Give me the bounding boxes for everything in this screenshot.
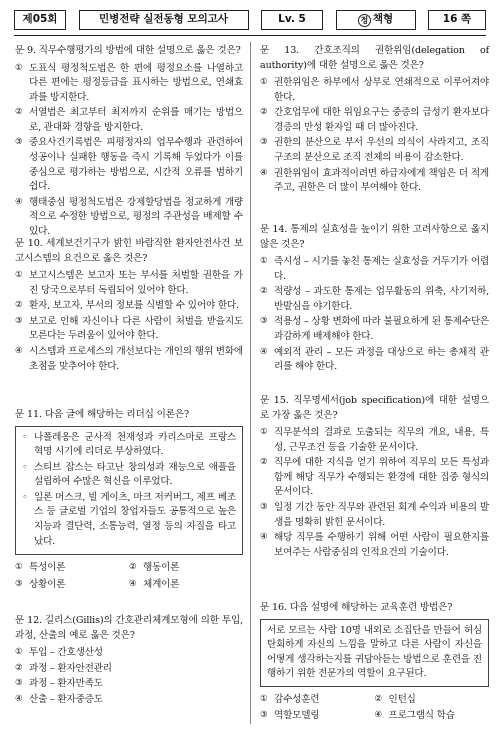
exam-title: 민병전략 실전동형 모의고사 (79, 10, 249, 30)
header-rule (14, 35, 486, 36)
option-number: ③ (260, 316, 268, 327)
option-number: ④ (260, 167, 268, 178)
option-text: 보고로 인해 자신이나 다른 사람이 처벌을 받을지도 모른다는 두려움이 있어야 한다. (29, 315, 243, 342)
option-text: 상황이론 (29, 578, 66, 590)
option-number: ③ (15, 678, 23, 689)
option-number: ② (15, 107, 23, 118)
question-stem: 문 13. 간호조직의 권한위임(delegation of authority)에 대한 설명으로 옳은 것은? (260, 45, 489, 71)
exam-session: 제05회 (14, 10, 66, 30)
option-number: ② (374, 693, 382, 704)
answer-option[interactable] (15, 299, 243, 314)
option-number: ② (15, 300, 23, 311)
answer-option[interactable] (15, 106, 243, 135)
option-number: ① (15, 62, 23, 73)
option-text: 중요사건기록법은 피평정자의 업무수행과 관련하여 성공이나 실패한 행동을 즉시 기록해 두었다가 이를 중심으로 평가하는 방법으로, 시간적 오류를 범하기 쉽다. (29, 137, 243, 193)
option-number: ② (260, 457, 268, 468)
answer-option[interactable] (260, 531, 489, 560)
option-text: 적량성 – 과도한 통제는 업무활동의 위축, 사기저하, 반발심을 야기한다. (274, 286, 489, 312)
option-number: ① (260, 427, 268, 438)
option-number: ① (260, 77, 268, 88)
option-number: ① (15, 647, 23, 658)
answer-option[interactable] (260, 346, 489, 375)
answer-option[interactable] (129, 578, 243, 593)
passage-bullet (22, 491, 236, 549)
option-number: ④ (374, 710, 382, 721)
passage-bullet (22, 461, 236, 490)
answer-option[interactable] (15, 646, 243, 661)
option-number: ③ (260, 137, 268, 148)
option-number: ① (260, 256, 268, 267)
answer-option[interactable] (260, 255, 489, 284)
option-number: ④ (15, 196, 23, 207)
option-text: 예외적 관리 – 모든 과정을 대상으로 하는 총체적 관리를 해야 한다. (274, 346, 489, 373)
option-number: ① (15, 270, 23, 281)
option-text: 인턴십 (388, 693, 416, 705)
option-number: ② (15, 662, 23, 673)
bullet-text: 일론 머스크, 빌 게이츠, 마크 저커버그, 제프 베조스 등 글로벌 기업의 창업자들도 공통적으로 높은 지능과 결단력, 소통능력, 열정 등의 자질을 타고났다. (34, 491, 236, 547)
option-number: ① (15, 562, 23, 573)
question-stem: 문 11. 다음 글에 해당하는 리더십 이론은? (15, 409, 189, 420)
bullet-text: 스티브 잡스는 타고난 창의성과 재능으로 애플을 설립하여 수많은 혁신을 이루었다. (34, 461, 236, 488)
option-text: 투입 – 간호생산성 (29, 647, 103, 659)
option-text: 시스템과 프로세스의 개선보다는 개인의 행위 변화에 초점을 맞추어야 한다. (29, 346, 243, 372)
question-stem: 문 12. 길리스(Gillis)의 간호관리체계모형에 의한 투입, 과정, 산출의 예로 옳은 것은? (15, 615, 243, 641)
bullet-icon: ◦ (22, 491, 28, 503)
bullet-text: 나폴레옹은 군사적 천재성과 카리스마로 프랑스 혁명 시기에 리더로 부상하였다. (34, 431, 236, 458)
answer-option[interactable] (375, 693, 490, 708)
answer-option[interactable] (260, 76, 489, 105)
option-number: ④ (260, 532, 268, 543)
option-text: 도표식 평정척도법은 한 편에 평정요소를 나열하고 다른 편에는 평정등급을 표시하는 방법으로, 연쇄효과를 방지한다. (29, 62, 243, 103)
passage-bullet (22, 431, 236, 460)
option-number: ③ (260, 502, 268, 513)
option-text: 과정 – 환자만족도 (29, 678, 103, 690)
answer-option[interactable] (15, 196, 243, 240)
page-number: 16 쪽 (428, 10, 486, 30)
question-9 (15, 44, 243, 241)
option-text: 감수성훈련 (274, 693, 320, 705)
booklet-type-label: 책형 (372, 13, 394, 26)
answer-option[interactable] (260, 315, 489, 344)
option-text: 직무분석의 결과로 도출되는 직무의 개요, 내용, 특성, 근무조건 등을 기술한 문서이다. (274, 427, 489, 453)
question-stem: 문 14. 통제의 실효성을 높이기 위한 고려사항으로 옳지 않은 것은? (260, 224, 489, 250)
option-number: ③ (15, 578, 23, 589)
option-number: ④ (260, 346, 268, 357)
option-number: ④ (15, 346, 23, 357)
question-stem: 문 15. 직무명세서(job specification)에 대한 설명으로 가장 옳은 것은? (260, 395, 489, 421)
answer-option[interactable] (15, 561, 129, 576)
question-15 (260, 394, 489, 561)
answer-option[interactable] (375, 709, 490, 724)
answer-option[interactable] (15, 677, 243, 692)
option-text: 행태중심 평정척도법은 강제할당법을 정교하게 개량적으로 수정한 방법으로, 평정의 주관성을 배제할 수 있다. (29, 196, 243, 237)
option-number: ① (260, 693, 268, 704)
option-text: 간호업무에 대한 위임요구는 중증의 급성기 환자보다 경증의 만성 환자일 때 더 많아진다. (274, 107, 489, 133)
option-text: 산출 – 환자중증도 (29, 693, 103, 705)
option-text: 역할모델링 (274, 710, 320, 722)
answer-option[interactable] (15, 662, 243, 677)
question-stem: 문 10. 세계보건기구가 밝힌 바람직한 환자안전사건 보고시스템의 요건으로 옳은 것은? (15, 238, 243, 264)
passage-text: 서로 모르는 사람 10명 내외로 소집단을 만들어 허심탄회하게 자신의 느낌을 말하고 다른 사람이 자신을 어떻게 생각하는지를 귀담아듣는 방법으로 훈련을 진행하기 위한 전문가의 역할이 요구된다. (267, 624, 482, 680)
question-11 (15, 408, 243, 592)
answer-option[interactable] (15, 136, 243, 194)
option-text: 특성이론 (29, 562, 66, 574)
option-text: 해당 직무를 수행하기 위해 어떤 사람이 필요한지를 보여주는 사람중심의 인적요건의 기술이다. (274, 532, 489, 558)
option-number: ④ (15, 693, 23, 704)
option-text: 행동이론 (143, 562, 180, 574)
option-number: ② (260, 286, 268, 297)
answer-option[interactable] (260, 456, 489, 500)
option-text: 프로그램식 학습 (388, 710, 455, 722)
answer-option[interactable] (260, 136, 489, 165)
question-14 (260, 223, 489, 376)
option-text: 권한위임이 효과적이려면 하급자에게 책임은 더 적게 주고, 권한은 더 많이 부여해야 한다. (274, 167, 489, 194)
answer-option[interactable] (260, 106, 489, 135)
option-text: 환자, 보고자, 부서의 정보를 식별할 수 있어야 한다. (29, 300, 239, 312)
question-stem: 문 16. 다음 설명에 해당하는 교육훈련 방법은? (260, 602, 453, 613)
answer-option[interactable] (260, 426, 489, 455)
option-text: 권한위임은 하부에서 상부로 연쇄적으로 이루어져야 한다. (274, 77, 489, 103)
passage-box (260, 619, 489, 687)
option-number: ② (260, 107, 268, 118)
option-number: ③ (260, 710, 268, 721)
option-text: 보고시스템은 보고자 또는 부서를 처벌할 권한을 가진 당국으로부터 독립되어 있어야 한다. (29, 270, 243, 296)
options-grid (260, 693, 489, 724)
answer-option[interactable] (15, 269, 243, 298)
passage-box (15, 426, 243, 556)
column-divider (250, 42, 251, 724)
option-text: 즉시성 – 시기를 놓친 통제는 실효성을 거두기가 어렵다. (274, 256, 489, 282)
answer-option[interactable] (15, 345, 243, 374)
answer-option[interactable] (260, 501, 489, 530)
question-13 (260, 44, 489, 197)
question-12 (15, 614, 243, 708)
option-text: 과정 – 환자안전관리 (29, 662, 112, 674)
answer-option[interactable] (15, 315, 243, 344)
answer-option[interactable] (260, 167, 489, 196)
booklet-type (336, 10, 416, 30)
options-grid (15, 561, 243, 592)
option-number: ② (129, 562, 137, 573)
question-stem: 문 9. 직무수행평가의 방법에 대한 설명으로 옳은 것은? (15, 45, 241, 56)
option-text: 일정 기간 동안 직무와 관련된 회계 수익과 비용의 발생을 명확히 밝힌 문서이다. (274, 502, 489, 528)
option-text: 서열법은 최고부터 최저까지 순위를 매기는 방법으로, 관대화 경향을 방지한다. (29, 107, 243, 133)
answer-option[interactable] (129, 561, 243, 576)
answer-option[interactable] (260, 285, 489, 314)
answer-option[interactable] (260, 709, 375, 724)
answer-option[interactable] (15, 62, 243, 106)
booklet-type-mark: 정 (358, 14, 371, 27)
exam-level: Lv. 5 (261, 10, 323, 30)
option-text: 체계이론 (143, 578, 180, 590)
question-16 (260, 601, 489, 724)
option-text: 권한의 분산으로 부서 우선의 의식이 사라지고, 조직구조의 분산으로 조직 전체의 비용이 감소한다. (274, 137, 489, 164)
option-text: 직무에 대한 지식을 얻기 위하여 직무의 모든 특성과 함께 해당 직무가 수행되는 환경에 대한 집중 형식의 문서이다. (274, 457, 489, 498)
question-10 (15, 237, 243, 375)
bullet-icon: ◦ (22, 461, 28, 473)
option-number: ③ (15, 315, 23, 326)
page-header (14, 8, 486, 32)
answer-option[interactable] (260, 693, 375, 708)
option-number: ③ (15, 137, 23, 148)
option-text: 적용성 – 상황 변화에 따라 불필요하게 된 통제수단은 과감하게 배제해야 한다. (274, 316, 489, 343)
bullet-icon: ◦ (22, 431, 28, 443)
answer-option[interactable] (15, 578, 129, 593)
option-number: ④ (129, 578, 137, 589)
answer-option[interactable] (15, 693, 243, 708)
